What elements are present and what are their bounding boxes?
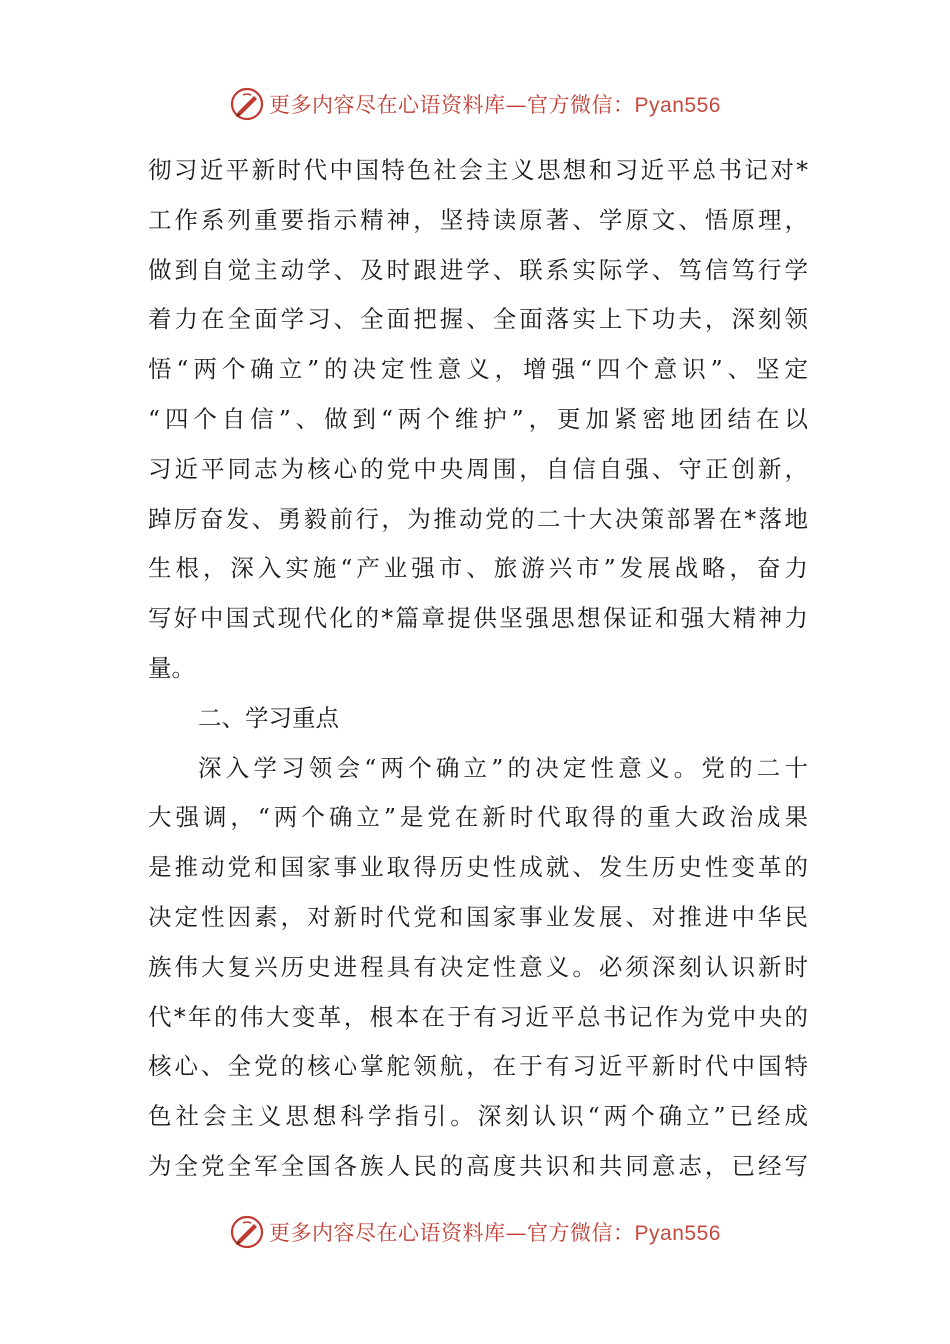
paragraph-line: 生根，深入实施“产业强市、旅游兴市”发展战略，奋力 xyxy=(148,554,808,583)
pen-logo-icon xyxy=(229,1214,265,1250)
paragraph-line: 做到自觉主动学、及时跟进学、联系实际学、笃信笃行学 xyxy=(148,255,808,284)
document-body xyxy=(148,146,808,1192)
paragraph-line: 悟“两个确立”的决定性意义，增强“四个意识”、坚定 xyxy=(148,355,808,384)
paragraph-line: 色社会主义思想科学指引。深刻认识“两个确立”已经成 xyxy=(148,1102,808,1131)
paragraph-line: 着力在全面学习、全面把握、全面落实上下功夫，深刻领 xyxy=(148,305,808,334)
banner-text: 更多内容尽在心语资料库—官方微信：Pyan556 xyxy=(269,1221,721,1245)
paragraph-line: 族伟大复兴历史进程具有决定性意义。必须深刻认识新时 xyxy=(148,952,808,981)
paragraph-line: 写好中国式现代化的*篇章提供坚强思想保证和强大精神力 xyxy=(148,604,808,633)
section-heading: 二、学习重点 xyxy=(198,703,339,732)
pen-logo-icon xyxy=(229,86,265,122)
paragraph-line: 代*年的伟大变革，根本在于有习近平总书记作为党中央的 xyxy=(148,1002,808,1031)
paragraph-line: 大强调，“两个确立”是党在新时代取得的重大政治成果 xyxy=(148,803,808,832)
paragraph-line: 决定性因素，对新时代党和国家事业发展、对推进中华民 xyxy=(148,902,808,931)
footer-watermark-banner xyxy=(0,1212,950,1252)
paragraph-line: 彻习近平新时代中国特色社会主义思想和习近平总书记对* xyxy=(148,156,808,184)
paragraph-line: 习近平同志为核心的党中央周围，自信自强、守正创新， xyxy=(148,454,808,483)
paragraph-line: 量。 xyxy=(148,653,195,682)
paragraph-line: 深入学习领会“两个确立”的决定性意义。党的二十 xyxy=(198,753,808,782)
paragraph-line: 踔厉奋发、勇毅前行，为推动党的二十大决策部署在*落地 xyxy=(148,504,808,533)
paragraph-line: 是推动党和国家事业取得历史性成就、发生历史性变革的 xyxy=(148,853,808,882)
paragraph-line: 工作系列重要指示精神，坚持读原著、学原文、悟原理， xyxy=(148,205,808,234)
paragraph-line: 为全党全军全国各族人民的高度共识和共同意志，已经写 xyxy=(148,1151,808,1180)
paragraph-line: 核心、全党的核心掌舵领航，在于有习近平新时代中国特 xyxy=(148,1052,808,1081)
banner-text: 更多内容尽在心语资料库—官方微信：Pyan556 xyxy=(269,93,721,117)
paragraph-line: “四个自信”、做到“两个维护”，更加紧密地团结在以 xyxy=(148,404,808,433)
header-watermark-banner xyxy=(0,84,950,124)
